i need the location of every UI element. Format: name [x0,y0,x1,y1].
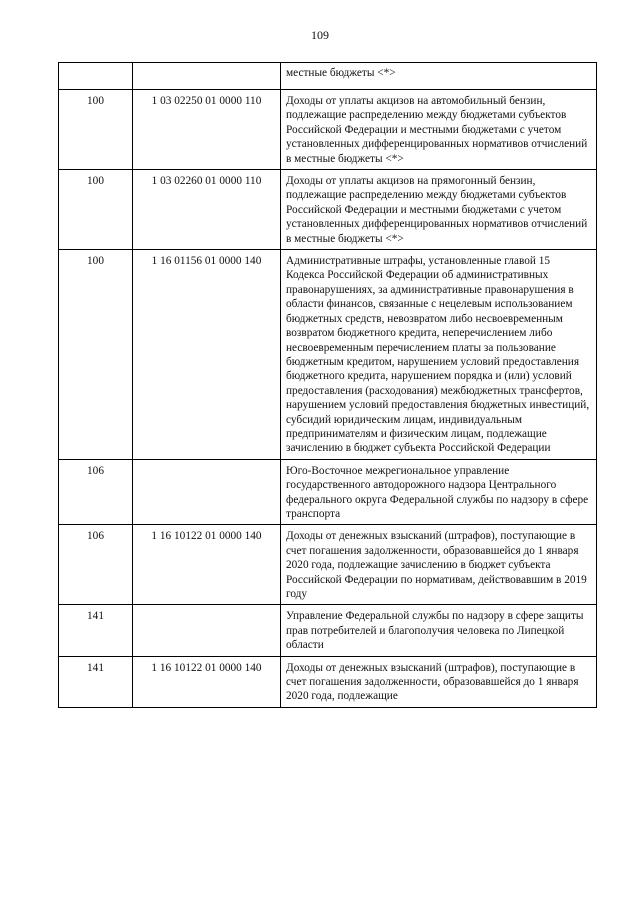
admin-code-cell: 100 [59,170,133,250]
revenue-codes-table [58,62,597,708]
budget-code-cell: 1 16 01156 01 0000 140 [133,250,281,460]
description-cell: Доходы от денежных взысканий (штрафов), поступающие в счет погашения задолженности, образовавшейся до 1 января 2020 года, подлежащие зачислению в бюджет субъекта Российской Федерации по нормативам, действовавшим в 2019 году [281,525,597,605]
budget-code-cell [133,605,281,656]
page-number: 109 [311,28,329,42]
admin-code-cell: 141 [59,656,133,707]
description-cell: Доходы от уплаты акцизов на автомобильный бензин, подлежащие распределению между бюджетами субъектов Российской Федерации и местными бюджетами с учетом установленных дифференцированных нормативов отчислений в местные бюджеты <*> [281,90,597,170]
table-row [59,170,597,250]
admin-code-cell: 100 [59,250,133,460]
budget-code-cell: 1 16 10122 01 0000 140 [133,656,281,707]
table-row [59,525,597,605]
admin-code-cell: 106 [59,459,133,525]
admin-code-cell: 100 [59,90,133,170]
description-cell: Юго-Восточное межрегиональное управление государственного автодорожного надзора Центрального федерального округа Федеральной службы по надзору в сфере транспорта [281,459,597,525]
table-row [59,656,597,707]
description-cell: Доходы от денежных взысканий (штрафов), поступающие в счет погашения задолженности, образовавшейся до 1 января 2020 года, подлежащие [281,656,597,707]
table-row [59,250,597,460]
budget-code-cell: 1 03 02250 01 0000 110 [133,90,281,170]
budget-code-cell: 1 16 10122 01 0000 140 [133,525,281,605]
table-row [59,605,597,656]
budget-code-cell [133,63,281,90]
budget-code-cell [133,459,281,525]
table-row [59,63,597,90]
admin-code-cell [59,63,133,90]
table-row [59,459,597,525]
description-cell: Управление Федеральной службы по надзору в сфере защиты прав потребителей и благополучия человека по Липецкой области [281,605,597,656]
description-cell: Доходы от уплаты акцизов на прямогонный бензин, подлежащие распределению между бюджетами субъектов Российской Федерации и местными бюджетами с учетом установленных дифференцированных нормативов отчислений в местные бюджеты <*> [281,170,597,250]
admin-code-cell: 141 [59,605,133,656]
description-cell: местные бюджеты <*> [281,63,597,90]
description-cell: Административные штрафы, установленные главой 15 Кодекса Российской Федерации об административных правонарушениях, за административные правонарушения в области финансов, связанные с нецелевым использованием бюджетных средств, невозвратом либо несвоевременным возвратом бюджетного кредита, неперечислением либо несвоевременным перечислением платы за пользование бюджетным кредитом, нарушением условий предоставления бюджетного кредита, нарушением порядка и (или) условий предоставления (расходования) межбюджетных трансфертов, нарушением условий предоставления бюджетных инвестиций, субсидий юридическим лицам, индивидуальным предпринимателям и физическим лицам, подлежащие зачислению в бюджет субъекта Российской Федерации [281,250,597,460]
admin-code-cell: 106 [59,525,133,605]
table-row [59,90,597,170]
budget-code-cell: 1 03 02260 01 0000 110 [133,170,281,250]
